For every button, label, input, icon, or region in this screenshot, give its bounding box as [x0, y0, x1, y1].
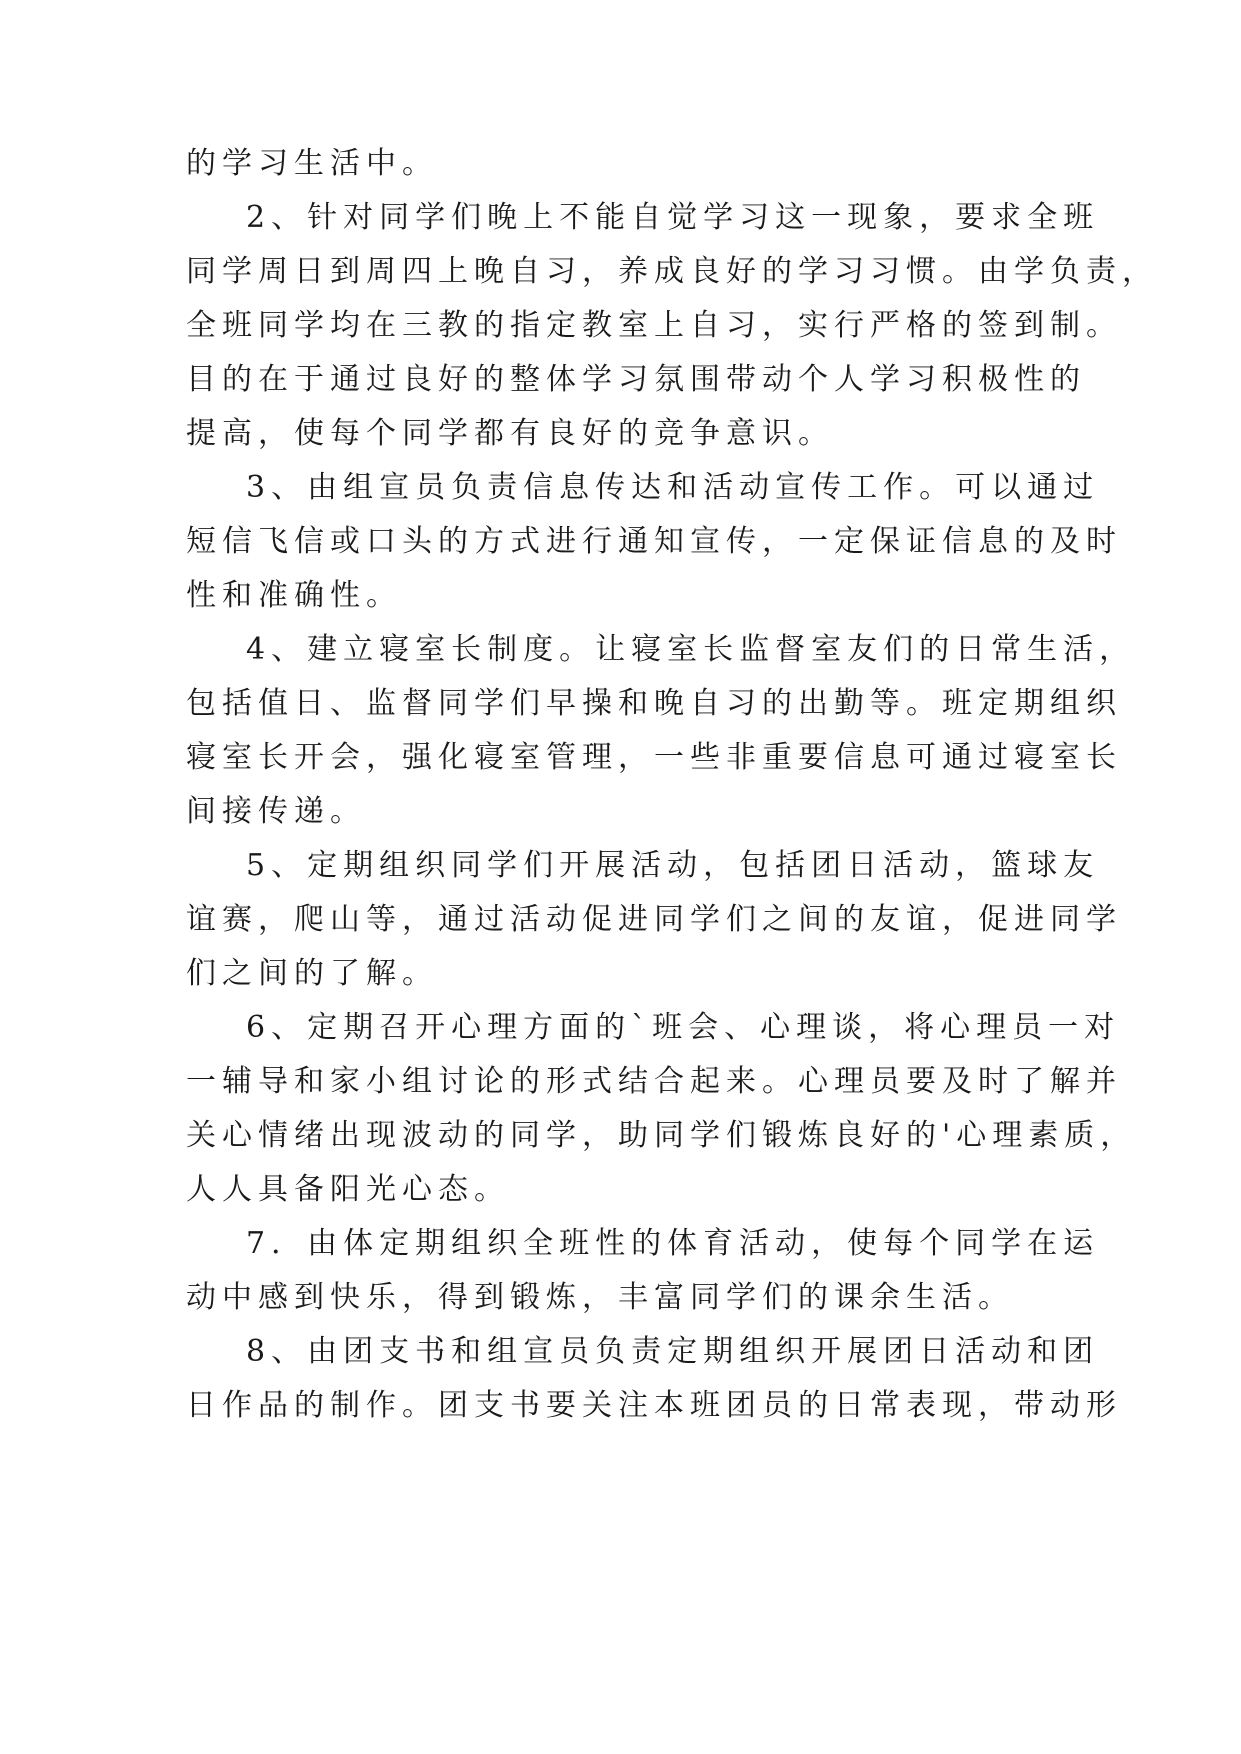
text-line: 人人具备阳光心态。 — [186, 1172, 510, 1207]
text-line: 同学周日到周四上晚自习，养成良好的学习习惯。由学负责， — [186, 254, 1158, 289]
text-line: 7．由体定期组织全班性的体育活动，使每个同学在运 — [246, 1226, 1100, 1261]
text-line: 6、定期召开心理方面的`班会、心理谈，将心理员一对 — [246, 1010, 1121, 1045]
text-line: 包括值日、监督同学们早操和晚自习的出勤等。班定期组织 — [186, 686, 1122, 721]
text-line: 3、由组宣员负责信息传达和活动宣传工作。可以通过 — [246, 470, 1100, 505]
text-line: 性和准确性。 — [186, 578, 402, 613]
text-line: 目的在于通过良好的整体学习氛围带动个人学习积极性的 — [186, 362, 1086, 397]
text-line: 寝室长开会，强化寝室管理，一些非重要信息可通过寝室长 — [186, 740, 1122, 775]
text-line: 全班同学均在三教的指定教室上自习，实行严格的签到制。 — [186, 308, 1122, 343]
text-line: 5、定期组织同学们开展活动，包括团日活动，篮球友 — [246, 848, 1100, 883]
text-line: 提高，使每个同学都有良好的竞争意识。 — [186, 416, 834, 451]
text-line: 动中感到快乐，得到锻炼，丰富同学们的课余生活。 — [186, 1280, 1014, 1315]
text-line: 8、由团支书和组宣员负责定期组织开展团日活动和团 — [246, 1334, 1100, 1369]
text-line: 一辅导和家小组讨论的形式结合起来。心理员要及时了解并 — [186, 1064, 1122, 1099]
text-line: 2、针对同学们晚上不能自觉学习这一现象，要求全班 — [246, 200, 1100, 235]
text-line: 间接传递。 — [186, 794, 366, 829]
text-line: 4、建立寝室长制度。让寝室长监督室友们的日常生活， — [246, 632, 1136, 667]
text-line: 关心情绪出现波动的同学，助同学们锻炼良好的'心理素质， — [186, 1118, 1137, 1153]
text-line: 的学习生活中。 — [186, 146, 438, 181]
text-line: 日作品的制作。团支书要关注本班团员的日常表现，带动形 — [186, 1388, 1122, 1423]
text-line: 谊赛，爬山等，通过活动促进同学们之间的友谊，促进同学 — [186, 902, 1122, 937]
text-line: 们之间的了解。 — [186, 956, 438, 991]
text-line: 短信飞信或口头的方式进行通知宣传，一定保证信息的及时 — [186, 524, 1122, 559]
